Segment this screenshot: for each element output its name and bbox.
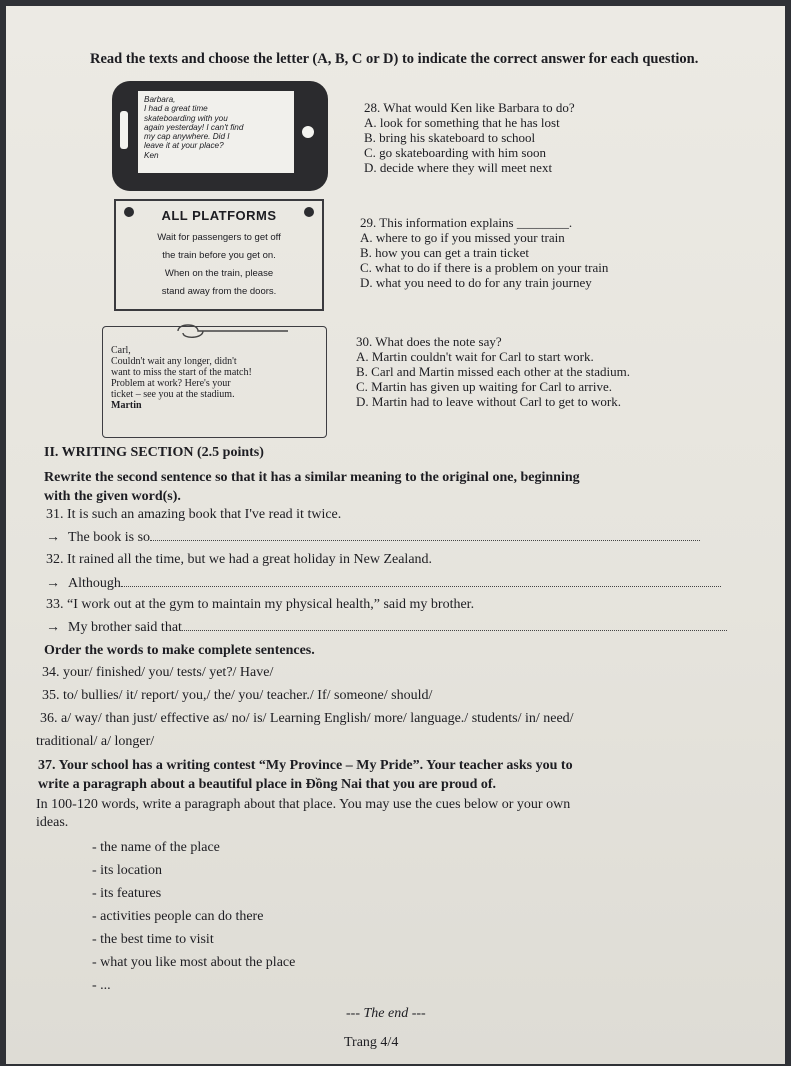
message-line: Ken	[144, 150, 159, 160]
order-heading: Order the words to make complete sentences.	[44, 643, 315, 658]
question-29	[360, 215, 608, 290]
answer-start: The book is so	[68, 530, 151, 545]
note-line: Carl,	[111, 345, 131, 356]
cue-item: - its features	[92, 886, 162, 901]
sign-line: Wait for passengers to get off	[157, 232, 281, 243]
answer-line[interactable]	[121, 574, 721, 587]
option[interactable]: B. bring his skateboard to school	[364, 130, 536, 145]
q37-instruction-line: ideas.	[36, 815, 69, 830]
end-marker: --- The end ---	[346, 1006, 426, 1021]
option[interactable]: A. where to go if you missed your train	[360, 230, 565, 245]
message-line: leave it at your place?	[144, 141, 224, 151]
question-stem: 30. What does the note say?	[356, 334, 502, 349]
arrow-right-icon: →	[46, 530, 60, 545]
rewrite-question-31: 31. It is such an amazing book that I've read it twice.	[46, 507, 342, 522]
sign-heading: ALL PLATFORMS	[161, 208, 277, 223]
arrow-right-icon: →	[46, 620, 60, 635]
message-line: skateboarding with you	[144, 113, 228, 123]
cue-list	[92, 836, 295, 997]
handwritten-note	[102, 326, 327, 438]
order-item-34: 34. your/ finished/ you/ tests/ yet?/ Have/	[42, 665, 274, 680]
answer-line[interactable]	[182, 618, 727, 631]
instruction-line: with the given word(s).	[44, 489, 181, 504]
option[interactable]: C. go skateboarding with him soon	[364, 145, 546, 160]
question-30	[356, 334, 630, 409]
cue-item: - what you like most about the place	[92, 955, 296, 970]
question-stem: 29. This information explains ________.	[360, 215, 573, 230]
order-item-36-cont: traditional/ a/ longer/	[36, 734, 155, 749]
phone-slot	[120, 111, 128, 149]
sign-line: the train before you get on.	[162, 250, 276, 261]
rewrite-answer-31	[46, 528, 700, 547]
answer-line[interactable]	[150, 528, 700, 541]
rewrite-question-33: 33. “I work out at the gym to maintain my physical health,” said my brother.	[46, 597, 475, 612]
exam-page	[6, 6, 785, 1064]
order-item-36: 36. a/ way/ than just/ effective as/ no/ is/ Learning English/ more/ language./ students/ in/ need/	[40, 711, 574, 726]
q37-line: write a paragraph about a beautiful place in Đồng Nai that you are proud of.	[38, 777, 497, 792]
cue-item: - ...	[92, 978, 111, 993]
message-line: again yesterday! I can't find	[144, 122, 244, 132]
option[interactable]: C. what to do if there is a problem on your train	[360, 260, 609, 275]
instruction-line: Rewrite the second sentence so that it has a similar meaning to the original one, beginning	[44, 470, 580, 485]
answer-start: Although	[68, 576, 121, 591]
paperclip-icon	[173, 321, 293, 341]
note-line: Couldn't wait any longer, didn't	[111, 356, 237, 367]
note-line: ticket – see you at the stadium.	[111, 389, 235, 400]
cue-item: - its location	[92, 863, 162, 878]
rewrite-question-32: 32. It rained all the time, but we had a great holiday in New Zealand.	[46, 552, 433, 567]
option[interactable]: D. Martin had to leave without Carl to get to work.	[356, 394, 622, 409]
pin-icon	[124, 207, 134, 217]
reading-instruction: Read the texts and choose the letter (A, B, C or D) to indicate the correct answer for each question.	[90, 51, 699, 67]
option[interactable]: B. how you can get a train ticket	[360, 245, 529, 260]
sign-line: stand away from the doors.	[161, 286, 277, 297]
cue-item: - the name of the place	[92, 840, 220, 855]
question-37	[38, 756, 778, 794]
platform-sign	[114, 199, 324, 311]
q37-instruction-line: In 100-120 words, write a paragraph about that place. You may use the cues below or your own	[36, 797, 571, 812]
message-line: Barbara,	[144, 95, 176, 104]
option[interactable]: B. Carl and Martin missed each other at the stadium.	[356, 364, 631, 379]
order-item-35: 35. to/ bullies/ it/ report/ you,/ the/ you/ teacher./ If/ someone/ should/	[42, 688, 433, 703]
phone-message-box	[112, 81, 328, 191]
question-stem: 28. What would Ken like Barbara to do?	[364, 100, 575, 115]
pin-icon	[304, 207, 314, 217]
phone-button-icon	[302, 126, 314, 138]
answer-start: My brother said that	[68, 620, 182, 635]
option[interactable]: A. look for something that he has lost	[364, 115, 560, 130]
option[interactable]: A. Martin couldn't wait for Carl to start work.	[356, 349, 594, 364]
message-line: my cap anywhere. Did I	[144, 132, 230, 142]
option[interactable]: D. what you need to do for any train journey	[360, 275, 592, 290]
arrow-right-icon: →	[46, 576, 60, 591]
option[interactable]: C. Martin has given up waiting for Carl to arrive.	[356, 379, 612, 394]
cue-item: - the best time to visit	[92, 932, 214, 947]
note-line: Problem at work? Here's your	[111, 378, 231, 389]
rewrite-answer-32	[46, 574, 721, 593]
rewrite-answer-33	[46, 618, 727, 637]
note-signature: Martin	[111, 400, 142, 411]
question-28	[364, 100, 575, 175]
message-line: I had a great time	[144, 104, 208, 114]
q37-instruction	[36, 796, 570, 832]
writing-heading: II. WRITING SECTION (2.5 points)	[44, 445, 264, 460]
phone-screen	[138, 91, 294, 173]
cue-item: - activities people can do there	[92, 909, 264, 924]
q37-line: 37. Your school has a writing contest “My Province – My Pride”. Your teacher asks you to	[38, 758, 573, 773]
note-line: want to miss the start of the match!	[111, 367, 252, 378]
option[interactable]: D. decide where they will meet next	[364, 160, 553, 175]
sign-line: When on the train, please	[164, 268, 274, 279]
rewrite-instruction	[44, 468, 764, 506]
page-number: Trang 4/4	[344, 1035, 399, 1050]
